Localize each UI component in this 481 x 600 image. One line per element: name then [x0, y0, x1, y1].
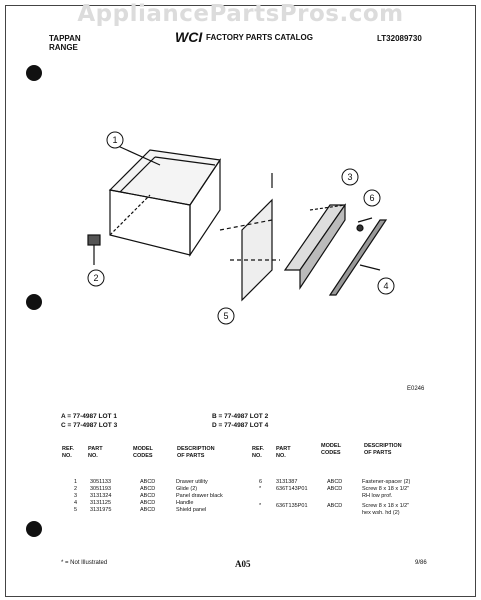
footnote: * = Not Illustrated: [61, 560, 108, 566]
binder-hole-middle: [26, 294, 42, 310]
callout-2: 2: [93, 273, 99, 283]
callout-5: 5: [223, 311, 229, 321]
catalog-date: 9/86: [415, 560, 427, 566]
binder-hole-bottom: [26, 521, 42, 537]
left-header-codes: MODEL CODES: [133, 446, 153, 459]
left-header-part: PART NO.: [88, 446, 103, 459]
right-header-part: PART NO.: [276, 446, 291, 459]
product-label: RANGE: [49, 43, 78, 52]
binder-hole-top: [26, 65, 42, 81]
catalog-number: LT32089730: [377, 34, 422, 43]
lot-a: A = 77-4987 LOT 1: [61, 413, 117, 420]
brand-label: TAPPAN: [49, 34, 81, 43]
callout-6: 6: [369, 193, 375, 203]
wci-logo: WCI: [175, 29, 203, 45]
right-header-ref: REF. NO.: [252, 446, 264, 459]
page-number: A05: [235, 559, 251, 569]
left-header-desc: DESCRIPTION OF PARTS: [177, 446, 215, 459]
lot-b: B = 77-4987 LOT 2: [212, 413, 269, 420]
lot-d: D = 77-4987 LOT 4: [212, 422, 269, 429]
callout-4: 4: [383, 281, 389, 291]
right-header-desc: DESCRIPTION OF PARTS: [364, 443, 402, 456]
catalog-title: FACTORY PARTS CATALOG: [206, 33, 313, 42]
right-header-codes: MODEL CODES: [321, 443, 341, 456]
exploded-parts-diagram: [60, 110, 420, 340]
callout-1: 1: [112, 135, 118, 145]
watermark: AppliancePartsPros.com: [77, 1, 404, 27]
drawing-code: E0246: [407, 386, 425, 392]
lot-c: C = 77-4987 LOT 3: [61, 422, 118, 429]
left-header-ref: REF. NO.: [62, 446, 74, 459]
callout-3: 3: [347, 172, 353, 182]
